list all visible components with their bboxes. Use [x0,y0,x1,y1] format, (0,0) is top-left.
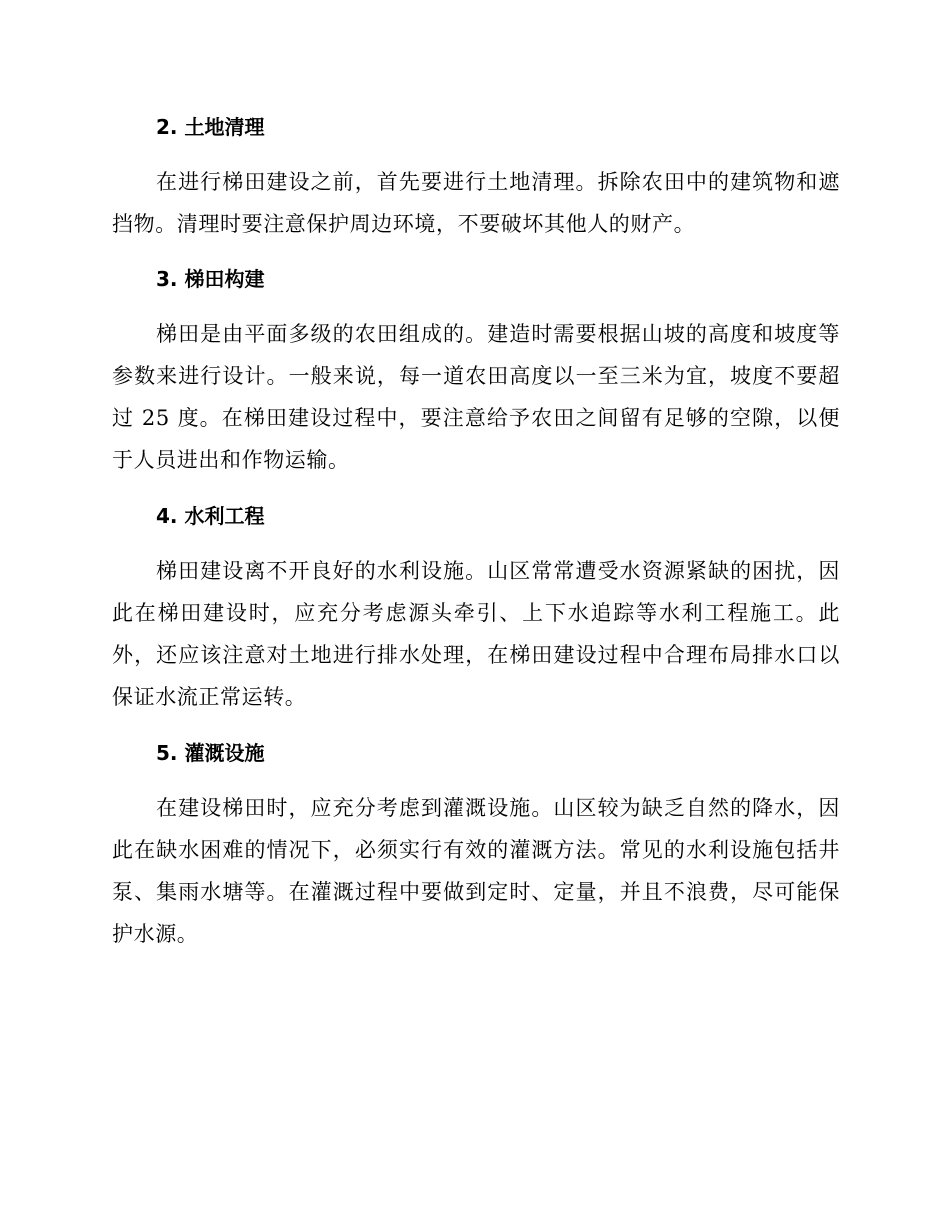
section-body-irrigation: 在建设梯田时，应充分考虑到灌溉设施。山区较为缺乏自然的降水，因此在缺水困难的情况下，必须实行有效的灌溉方法。常见的水利设施包括井泵、集雨水塘等。在灌溉过程中要做到定时、定量，并且不浪费，尽可能保护水源。 [112,796,840,946]
section-heading-land-clearing: 2. 土地清理 [156,115,265,139]
section-heading-irrigation: 5. 灌溉设施 [156,741,265,765]
section-heading-water-conservancy: 4. 水利工程 [156,504,265,528]
section-body-water-conservancy: 梯田建设离不开良好的水利设施。山区常常遭受水资源紧缺的困扰，因此在梯田建设时，应充分考虑源头牵引、上下水追踪等水利工程施工。此外，还应该注意对土地进行排水处理，在梯田建设过程中合理布局排水口以保证水流正常运转。 [112,559,840,709]
section-body-terrace-construction: 梯田是由平面多级的农田组成的。建造时需要根据山坡的高度和坡度等参数来进行设计。一般来说，每一道农田高度以一至三米为宜，坡度不要超过 25 度。在梯田建设过程中，要注意给予农田之间留有足够的空隙，以便于人员进出和作物运输。 [112,322,840,472]
section-heading-terrace-construction: 3. 梯田构建 [156,267,265,291]
section-body-land-clearing: 在进行梯田建设之前，首先要进行土地清理。拆除农田中的建筑物和遮挡物。清理时要注意保护周边环境，不要破坏其他人的财产。 [112,170,840,236]
